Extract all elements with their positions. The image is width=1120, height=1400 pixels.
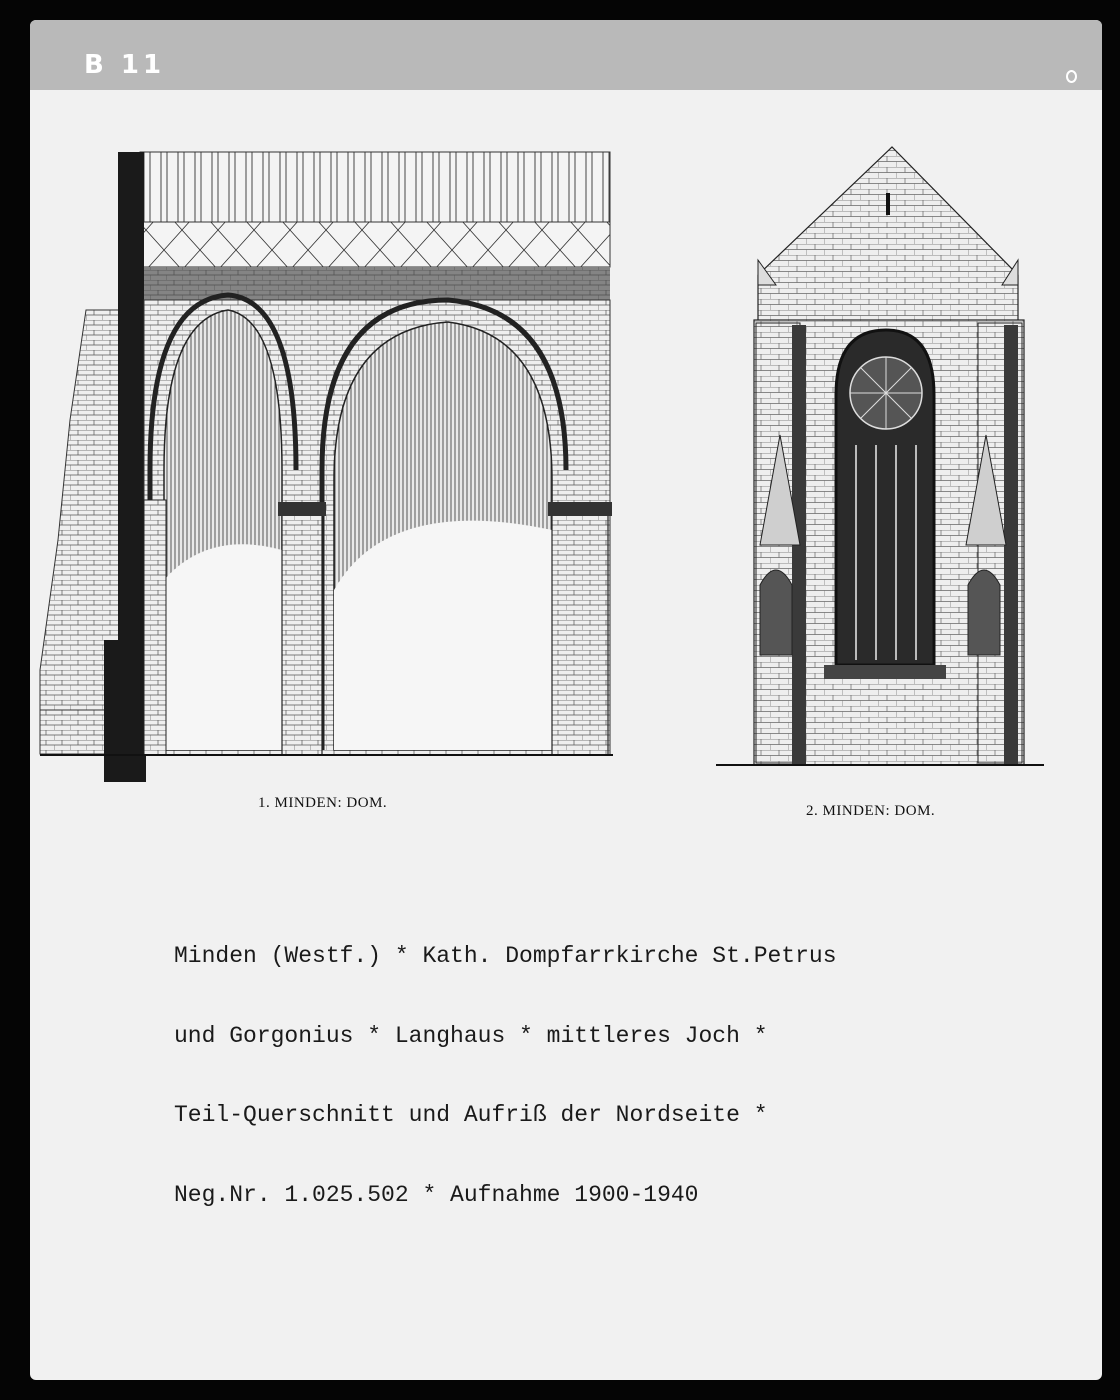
description-line: Teil-Querschnitt und Aufriß der Nordseite * [174, 1102, 768, 1128]
film-mark [1066, 70, 1077, 83]
figure-1-caption: 1. MINDEN: DOM. [258, 795, 388, 811]
archive-label: B 11 [84, 50, 166, 80]
card-header-band [30, 20, 1102, 90]
elevation-drawing [716, 145, 1046, 770]
figure-2-caption: 2. MINDEN: DOM. [806, 803, 936, 819]
description-line: und Gorgonius * Langhaus * mittleres Joch * [174, 1022, 768, 1049]
photo-description [174, 890, 837, 1261]
cross-section-drawing [38, 150, 618, 790]
description-line: Neg.Nr. 1.025.502 * Aufnahme 1900-1940 [174, 1181, 699, 1208]
description-line: Minden (Westf.) * Kath. Dompfarrkirche St.Petrus [174, 943, 837, 969]
